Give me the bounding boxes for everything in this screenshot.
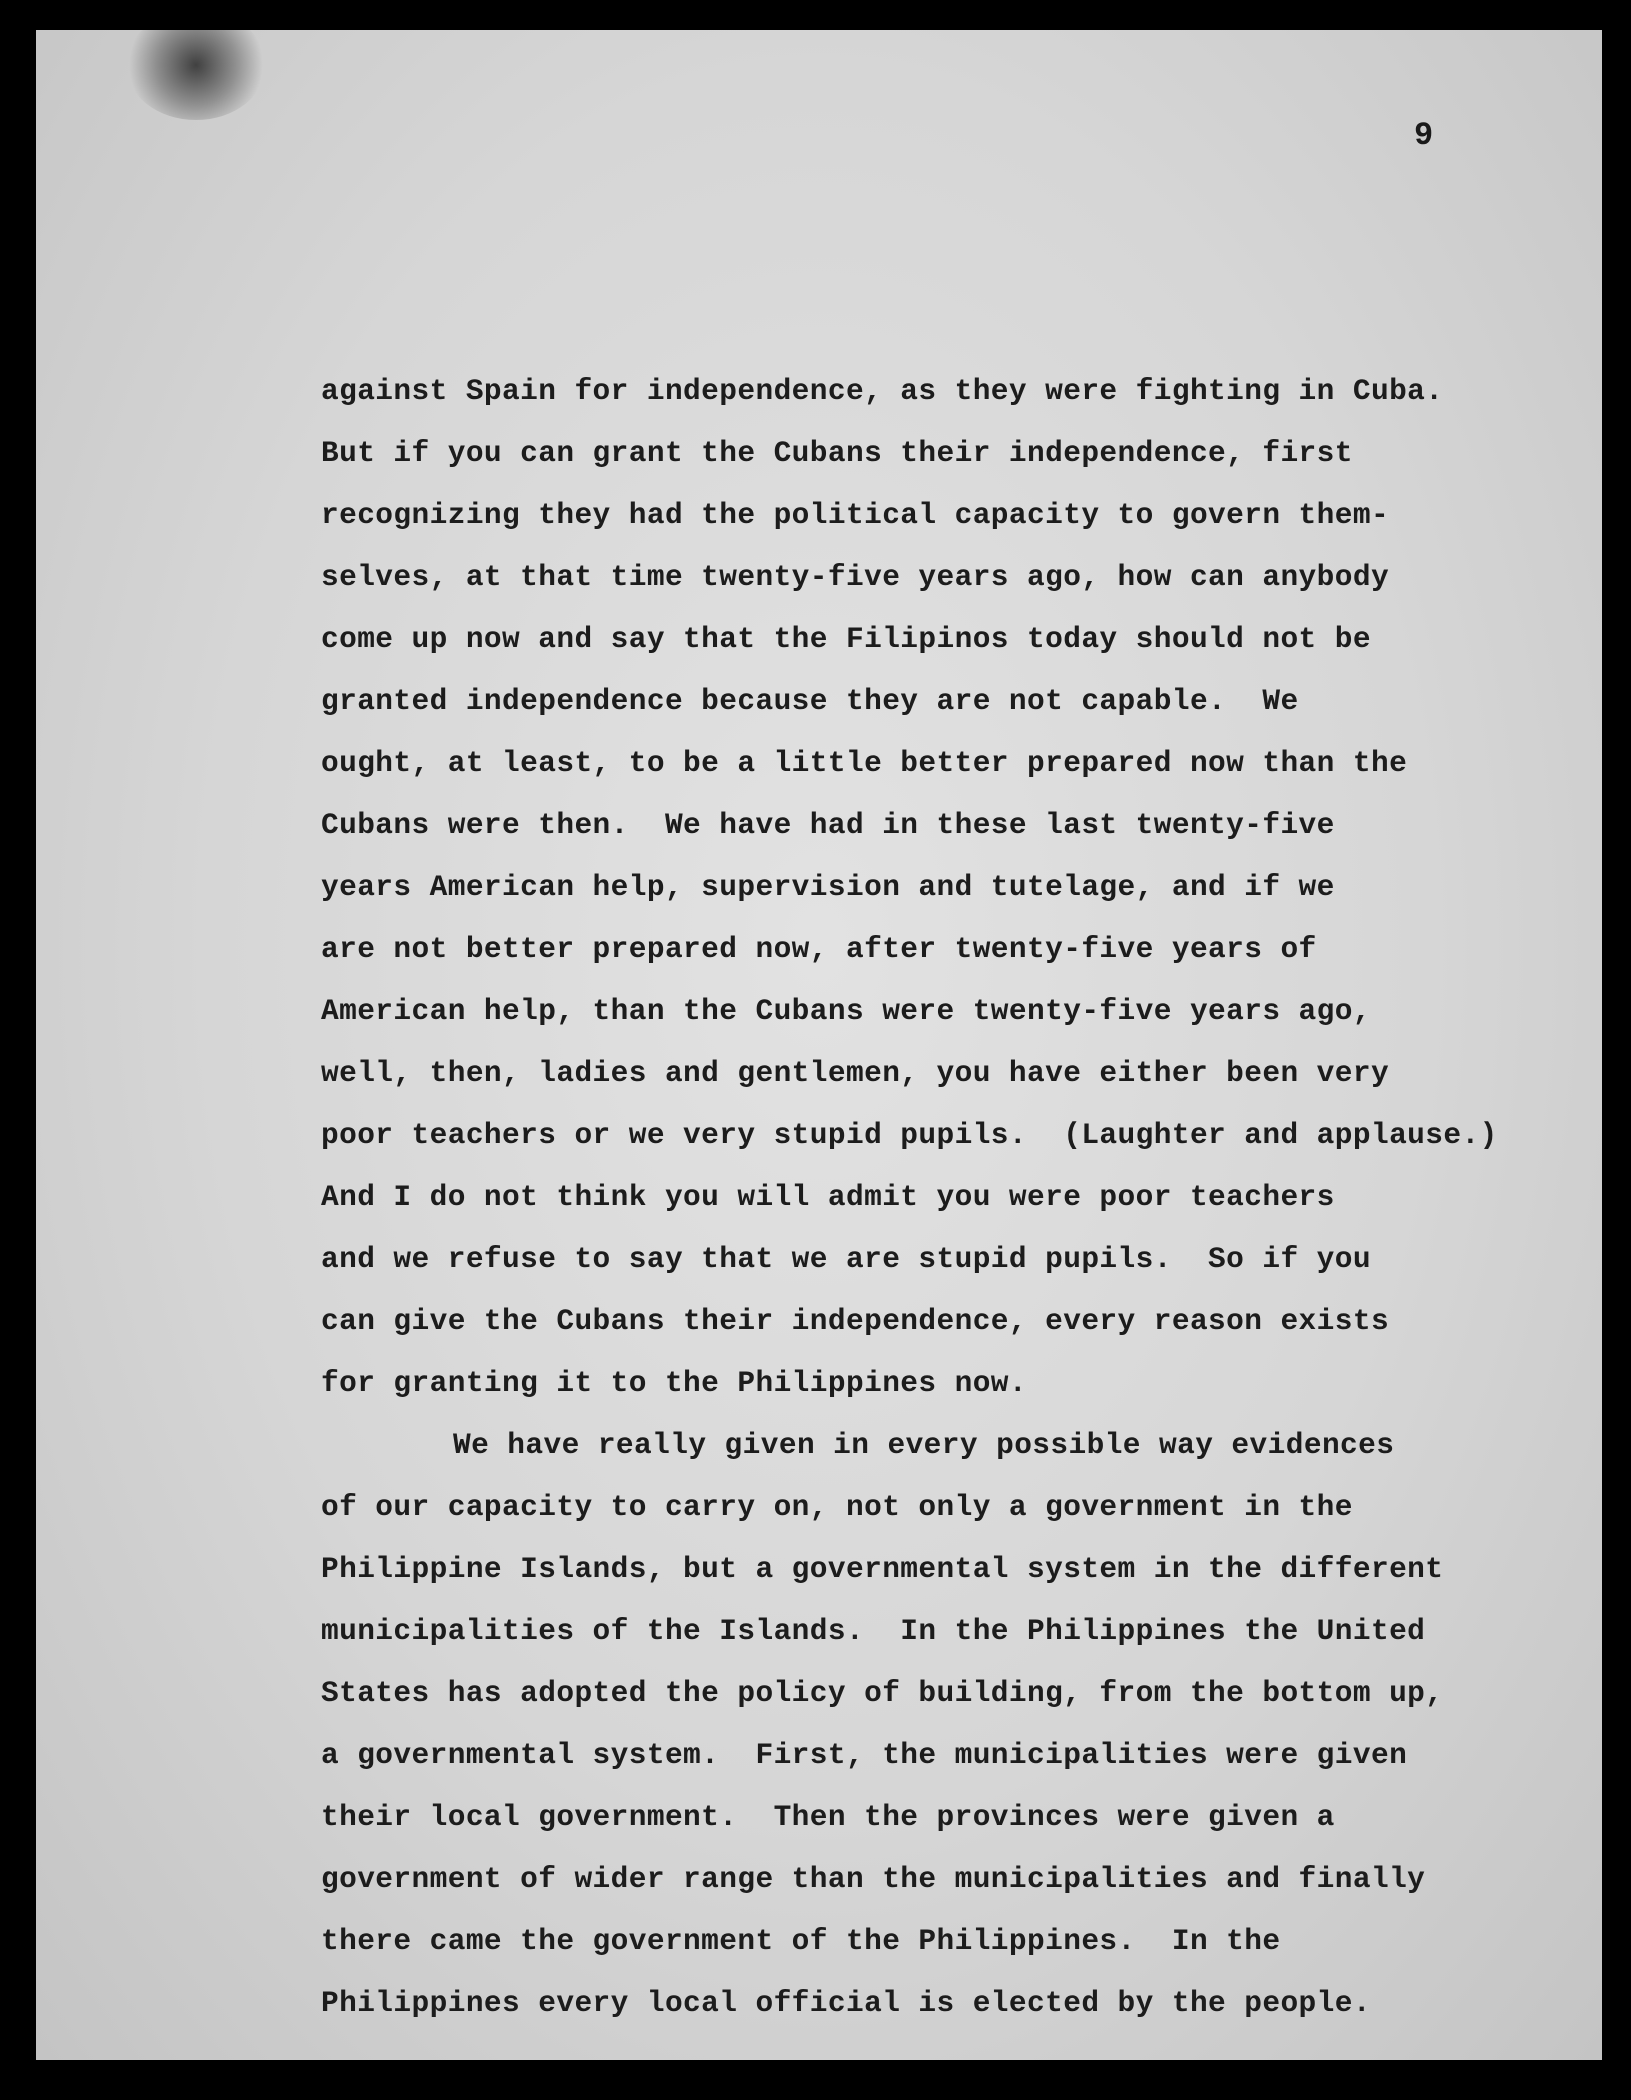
text-line: can give the Cubans their independence, every reason exists (321, 1304, 1390, 1338)
text-line: granted independence because they are not capable. We (321, 684, 1299, 718)
text-line: well, then, ladies and gentlemen, you have either been very (321, 1056, 1390, 1090)
text-line: government of wider range than the municipalities and finally (321, 1862, 1426, 1896)
page-number: 9 (1414, 117, 1434, 154)
text-line: and we refuse to say that we are stupid pupils. So if you (321, 1242, 1371, 1276)
text-line: are not better prepared now, after twenty-five years of (321, 932, 1317, 966)
text-line: of our capacity to carry on, not only a government in the (321, 1490, 1353, 1524)
text-line: States has adopted the policy of building, from the bottom up, (321, 1676, 1444, 1710)
text-line: for granting it to the Philippines now. (321, 1366, 1028, 1400)
text-line: come up now and say that the Filipinos today should not be (321, 622, 1371, 656)
text-line: there came the government of the Philippines. In the (321, 1924, 1281, 1958)
text-line: Cubans were then. We have had in these last twenty-five (321, 808, 1335, 842)
document-page (36, 30, 1602, 2060)
text-line: Philippines every local official is elected by the people. (321, 1986, 1371, 2020)
text-line: poor teachers or we very stupid pupils. (Laughter and applause.) (321, 1118, 1498, 1152)
text-line: years American help, supervision and tutelage, and if we (321, 870, 1335, 904)
text-line: against Spain for independence, as they were fighting in Cuba. (321, 374, 1444, 408)
ink-smudge (126, 30, 266, 120)
text-line: recognizing they had the political capacity to govern them- (321, 498, 1390, 532)
text-line: And I do not think you will admit you were poor teachers (321, 1180, 1335, 1214)
text-line: But if you can grant the Cubans their independence, first (321, 436, 1353, 470)
text-line: Philippine Islands, but a governmental system in the different (321, 1552, 1444, 1586)
text-line: American help, than the Cubans were twenty-five years ago, (321, 994, 1371, 1028)
text-line: municipalities of the Islands. In the Philippines the United (321, 1614, 1426, 1648)
text-line: their local government. Then the provinces were given a (321, 1800, 1335, 1834)
paragraph-start-line: We have really given in every possible way evidences (453, 1428, 1395, 1462)
text-line: a governmental system. First, the municipalities were given (321, 1738, 1408, 1772)
text-line: ought, at least, to be a little better prepared now than the (321, 746, 1408, 780)
text-line: selves, at that time twenty-five years ago, how can anybody (321, 560, 1390, 594)
body-text (321, 360, 1581, 2034)
